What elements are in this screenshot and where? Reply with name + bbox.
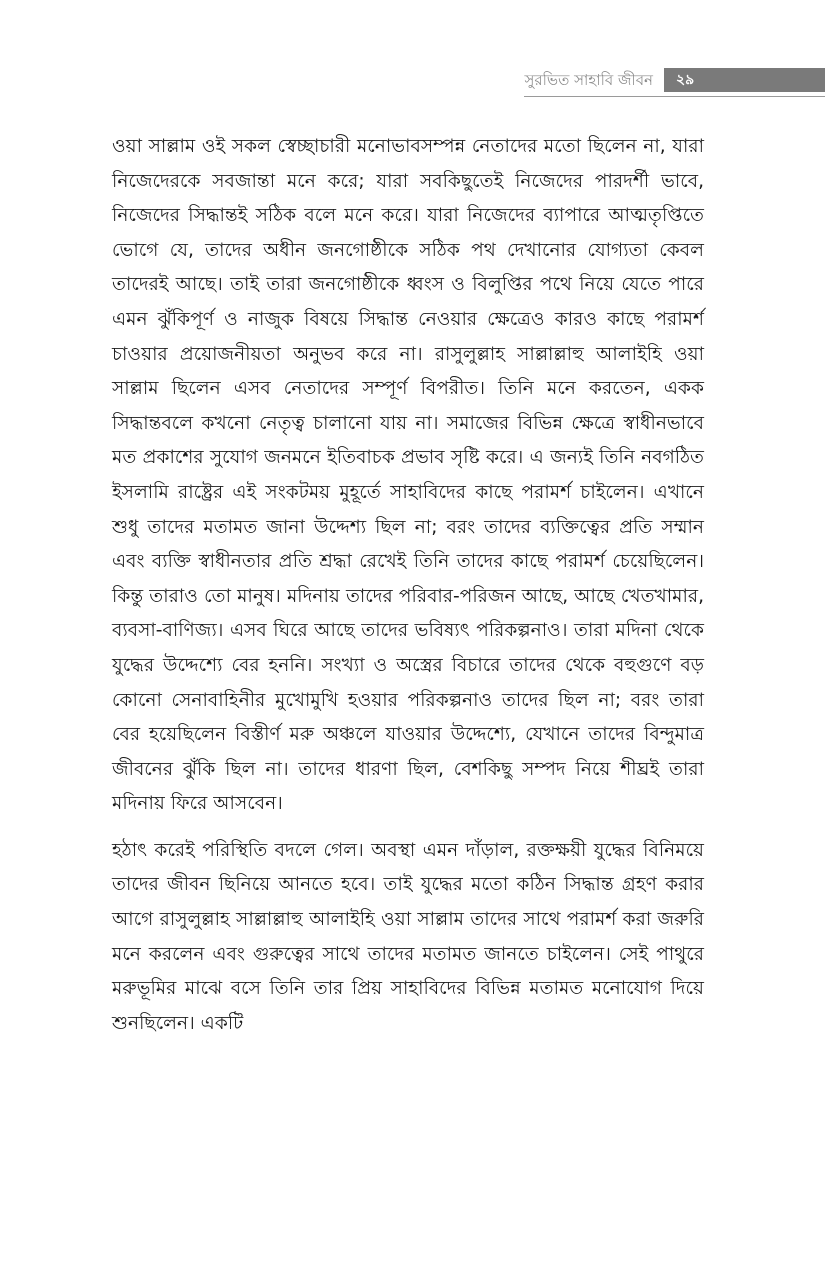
page-number-box: [664, 68, 825, 92]
book-title: সুরভিত সাহাবি জীবন: [524, 71, 653, 89]
header-rule: [524, 96, 825, 97]
running-header: [0, 68, 825, 94]
body-text: [112, 130, 704, 1053]
paragraph: হঠাৎ করেই পরিস্থিতি বদলে গেল। অবস্থা এমন দাঁড়াল, রক্তক্ষয়ী যুদ্ধের বিনিময়ে তাদের জীবন ছিনিয়ে আনতে হবে। তাই যুদ্ধের মতো কঠিন সিদ্ধান্ত গ্রহণ করার আগে রাসুলুল্লাহ সাল্লাল্লাহু আলাইহি ওয়া সাল্লাম তাদের সাথে পরামর্শ করা জরুরি মনে করলেন এবং গুরুত্বের সাথে তাদের মতামত জানতে চাইলেন। সেই পাথুরে মরুভূমির মাঝে বসে তিনি তার প্রিয় সাহাবিদের বিভিন্ন মতামত মনোযোগ দিয়ে শুনছিলেন। একটি: [112, 839, 704, 1034]
page-number: ২৯: [676, 72, 695, 88]
paragraph: ওয়া সাল্লাম ওই সকল স্বেচ্ছাচারী মনোভাবসম্পন্ন নেতাদের মতো ছিলেন না, যারা নিজেদেরকে সবজান্তা মনে করে; যারা সবকিছুতেই নিজেদের পারদর্শী ভাবে, নিজেদের সিদ্ধান্তই সঠিক বলে মনে করে। যারা নিজেদের ব্যাপারে আত্মতৃপ্তিতে ভোগে যে, তাদের অধীন জনগোষ্ঠীকে সঠিক পথ দেখানোর যোগ্যতা কেবল তাদেরই আছে। তাই তারা জনগোষ্ঠীকে ধ্বংস ও বিলুপ্তির পথে নিয়ে যেতে পারে এমন ঝুঁকিপূর্ণ ও নাজুক বিষয়ে সিদ্ধান্ত নেওয়ার ক্ষেত্রেও কারও কাছে পরামর্শ চাওয়ার প্রয়োজনীয়তা অনুভব করে না। রাসুলুল্লাহ সাল্লাল্লাহু আলাইহি ওয়া সাল্লাম ছিলেন এসব নেতাদের সম্পূর্ণ বিপরীত। তিনি মনে করতেন, একক সিদ্ধান্তবলে কখনো নেতৃত্ব চালানো যায় না। সমাজের বিভিন্ন ক্ষেত্রে স্বাধীনভাবে মত প্রকাশের সুযোগ জনমনে ইতিবাচক প্রভাব সৃষ্টি করে। এ জন্যই তিনি নবগঠিত ইসলামি রাষ্ট্রের এই সংকটময় মুহূর্তে সাহাবিদের কাছে পরামর্শ চাইলেন। এখানে শুধু তাদের মতামত জানা উদ্দেশ্য ছিল না; বরং তাদের ব্যক্তিত্বের প্রতি সম্মান এবং ব্যক্তি স্বাধীনতার প্রতি শ্রদ্ধা রেখেই তিনি তাদের কাছে পরামর্শ চেয়েছিলেন। কিন্তু তারাও তো মানুষ। মদিনায় তাদের পরিবার-পরিজন আছে, আছে খেতখামার, ব্যবসা-বাণিজ্য। এসব ঘিরে আছে তাদের ভবিষ্যৎ পরিকল্পনাও। তারা মদিনা থেকে যুদ্ধের উদ্দেশ্যে বের হননি। সংখ্যা ও অস্ত্রের বিচারে তাদের থেকে বহুগুণে বড় কোনো সেনাবাহিনীর মুখোমুখি হওয়ার পরিকল্পনাও তাদের ছিল না; বরং তারা বের হয়েছিলেন বিস্তীর্ণ মরু অঞ্চলে যাওয়ার উদ্দেশ্যে, যেখানে তাদের বিন্দুমাত্র জীবনের ঝুঁকি ছিল না। তাদের ধারণা ছিল, বেশকিছু সম্পদ নিয়ে শীঘ্রই তারা মদিনায় ফিরে আসবেন।: [112, 136, 704, 815]
